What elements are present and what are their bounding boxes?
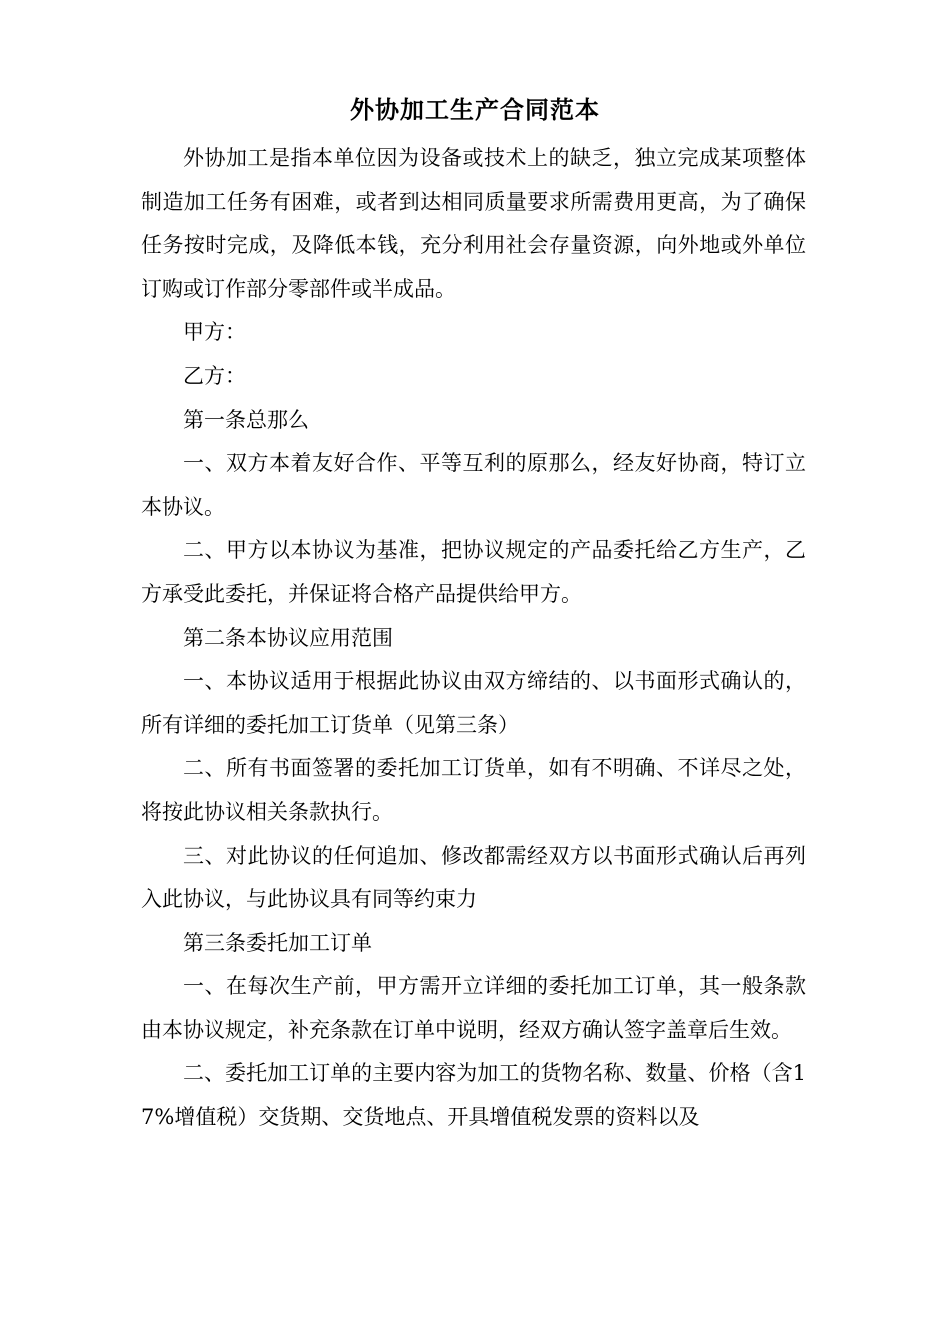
document-body — [141, 137, 806, 1140]
article-1-clause-2: 二、甲方以本协议为基准，把协议规定的产品委托给乙方生产，乙方承受此委托，并保证将合格产品提供给甲方。 — [141, 538, 806, 606]
article-2-clause-1: 一、本协议适用于根据此协议由双方缔结的、以书面形式确认的，所有详细的委托加工订货单（见第三条） — [141, 669, 806, 737]
article-3-clause-1: 一、在每次生产前，甲方需开立详细的委托加工订单，其一般条款由本协议规定，补充条款在订单中说明，经双方确认签字盖章后生效。 — [141, 974, 806, 1042]
article-3-heading: 第三条委托加工订单 — [183, 930, 372, 955]
article-3-clause-2: 二、委托加工订单的主要内容为加工的货物名称、数量、价格（含17%增值税）交货期、交货地点、开具增值税发票的资料以及 — [141, 1061, 806, 1130]
article-1-clause-1: 一、双方本着友好合作、平等互利的原那么，经友好协商，特订立本协议。 — [141, 451, 806, 519]
article-1-heading: 第一条总那么 — [183, 407, 309, 432]
party-b-label: 乙方： — [183, 363, 246, 388]
document-title: 外协加工生产合同范本 — [350, 95, 600, 124]
article-2-heading: 第二条本协议应用范围 — [183, 625, 393, 650]
article-2-clause-3: 三、对此协议的任何追加、修改都需经双方以书面形式确认后再列入此协议，与此协议具有同等约束力 — [141, 843, 806, 912]
party-a-label: 甲方： — [183, 320, 246, 345]
article-2-clause-2: 二、所有书面签署的委托加工订货单，如有不明确、不详尽之处，将按此协议相关条款执行。 — [141, 756, 806, 824]
paragraph-intro: 外协加工是指本单位因为设备或技术上的缺乏，独立完成某项整体制造加工任务有困难，或者到达相同质量要求所需费用更高，为了确保任务按时完成，及降低本钱，充分利用社会存量资源，向外地或外单位订购或订作部分零部件或半成品。 — [141, 146, 806, 301]
